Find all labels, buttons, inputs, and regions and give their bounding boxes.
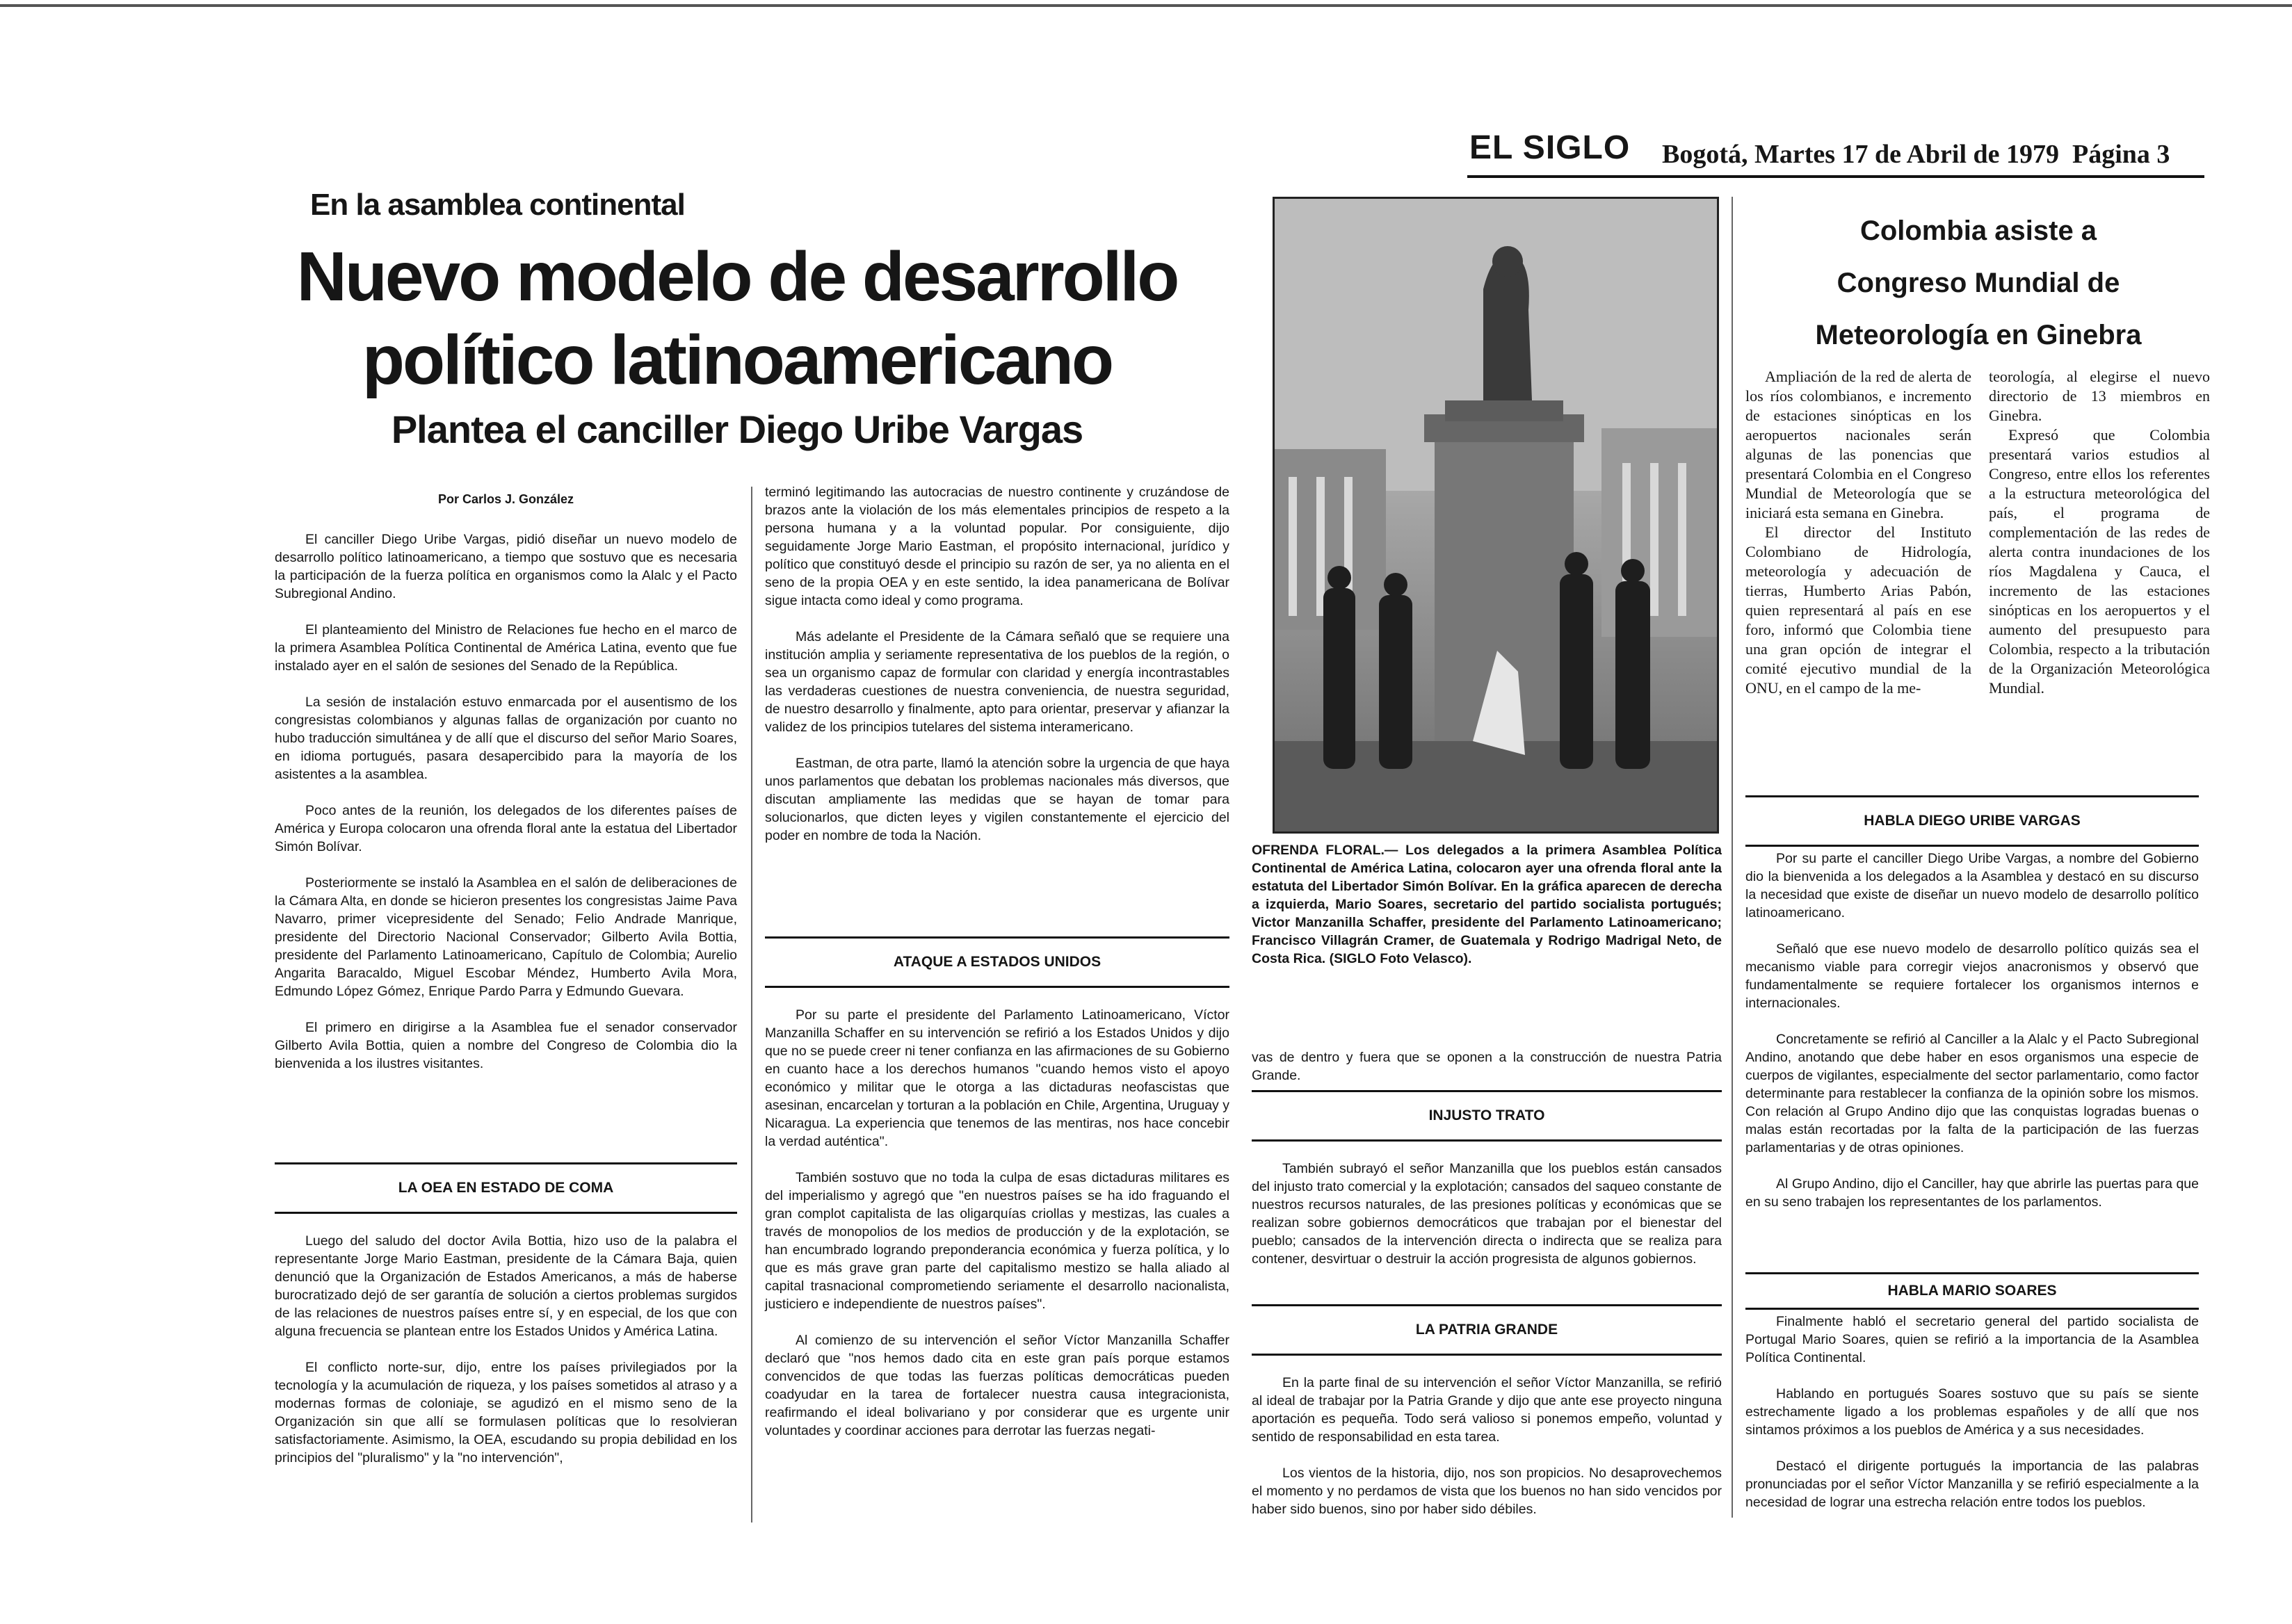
- photo-caption: OFRENDA FLORAL.— Los delegados a la primera Asamblea Política Continental de América Latina, colocaron ayer una ofrenda floral ante la estatuta del Libertador Simón Bolívar. En la gráfica aparecen de derecha a izquierda, Mario Soares, secretario del partido socialista portugués; Victor Manzanilla Schaffer, presidente del Parlamento Latinoamericano; Francisco Villagrán Cramer, de Guatemala y Rodrigo Madrigal Neto, de Costa Rica. (SIGLO Foto Velasco).: [1252, 843, 1722, 966]
- met-headline: [1752, 205, 2204, 362]
- column-1b: [275, 1232, 737, 1485]
- newspaper-masthead: EL SIGLO: [1469, 129, 1631, 166]
- paragraph: Luego del saludo del doctor Avila Bottia, hizo uso de la palabra el representante Jorge Mario Eastman, presidente de la Cámara Baja, quien denunció que la Organización de Estados Americanos, a más de haberse burocratizado dejó de ser garantía de solución a ciertos problemas surgidos de las relaciones de nuestros países entre sí, y en especial, de los que con alguna frecuencia se plantean entre los Estados Unidos y América Latina.: [275, 1233, 737, 1339]
- paragraph: Hablando en portugués Soares sostuvo que su país se siente estrechamente ligado a los problemas españoles y de allí que nos sintamos próximos a los pueblos de América y a sus necesidades.: [1745, 1386, 2199, 1438]
- paragraph: Posteriormente se instaló la Asamblea en el salón de deliberaciones de la Cámara Alta, en donde se hicieron presentes los congresistas Jaime Pava Navarro, primer vicepresidente del Senado; Felio Andrade Manrique, presidente del Directorio Nacional Conservador; Gilberto Avila Bottia, presidente del Parlamento Latinoamericano, Capítulo de Colombia; Aurelio Angarita Baracaldo, Miguel Escobar Méndez, Humberto Avila Mora, Edmundo López Gómez, Enrique Pardo Parra y Edmundo Guevara.: [275, 875, 737, 999]
- paragraph: Eastman, de otra parte, llamó la atención sobre la urgencia de que haya unos parlamentos que debatan los problemas nacionales más diversos, que discutan ampliamente las medidas que se hayan de tomar para solucionarlos, que dicten leyes y vigilen constantemente el ejercicio del poder en nombre de toda la Nación.: [765, 756, 1229, 843]
- paragraph: Por su parte el canciller Diego Uribe Vargas, a nombre del Gobierno dio la bienvenida a los delegados a la Asamblea y destacó en su discurso la necesidad que existe de diseñar un nuevo modelo de desarrollo político latinoamericano.: [1745, 851, 2199, 920]
- masthead-rule: [1467, 175, 2204, 178]
- subhead-oea: LA OEA EN ESTADO DE COMA: [275, 1162, 737, 1214]
- paragraph: También subrayó el señor Manzanilla que los pueblos están cansados del injusto trato comercial y la explotación; cansados del saqueo constante de nuestros recursos naturales, de las presiones políticas y económicas que se realizan sobre gobiernos democráticos que trabajan por el bienestar del pueblo; cansados de la intervención directa o indirecta que se realiza para contener, desvirtuar o destruir la acción progresista de algunos gobiernos.: [1252, 1161, 1722, 1267]
- paragraph: En la parte final de su intervención el señor Víctor Manzanilla, se refirió al ideal de trabajar por la Patria Grande y dijo que ante ese proyecto ninguna aportación es pequeña. Todo será valioso si ponemos empeño, voluntad y sentido de responsabilidad en esta tarea.: [1252, 1375, 1722, 1445]
- column-3b: [1252, 1160, 1722, 1286]
- paragraph: teorología, al elegirse el nuevo directorio de 13 miembros en Ginebra.: [1989, 368, 2210, 424]
- paragraph: El canciller Diego Uribe Vargas, pidió diseñar un nuevo modelo de desarrollo político latinoamericano, a tiempo que sostuvo que es necesaria la participación de la fuerza política en organismos como la Alalc y el Pacto Subregional Andino.: [275, 532, 737, 601]
- column-4b: [1745, 1313, 2199, 1529]
- column-rule: [1732, 197, 1733, 1518]
- photo-ofrenda-floral: [1273, 197, 1719, 834]
- paragraph: Concretamente se refirió al Canciller a la Alalc y el Pacto Subregional Andino, anotando que debe haber en esos organismos una especie de cuerpos de vigilantes, especialmente del sector parlamentario, como factor determinante para restablecer la confianza de la opinión sobre los mismos. Con relación al Grupo Andino dijo que las conquistas logradas buenas o malas están recortadas por la falta de la participación de las fuerzas parlamentarias y de otras opiniones.: [1745, 1032, 2199, 1155]
- paragraph: También sostuvo que no toda la culpa de esas dictaduras militares es del imperialismo y agregó que "en nuestros países se ha ido fraguando el gran complot capitalista de las oligarquías criollas y mestizas, las cuales a través de monopolios de los medios de producción y de la explotación, se han encumbrado logrando preponderancia económica y fuerza política, y lo que es más grave gran parte del capitalismo mestizo se halla aliado al capital trasnacional comprometiendo seriamente el desarrollo nacionalista, justiciero e independiente de nuestros países".: [765, 1170, 1229, 1312]
- paragraph: terminó legitimando las autocracias de nuestro continente y cruzándose de brazos ante la violación de los más elementales principios de respeto a la persona humana y a la voluntad popular. Por consiguiente, dijo seguidamente Jorge Mario Eastman, el propósito internacional, jurídico y político que constituyó desde el principio su razón de ser, ya no alienta en el seno de la propia OEA y en este sentido, la idea panamericana de Bolívar sigue intacta como ideal y como programa.: [765, 485, 1229, 608]
- paragraph: Poco antes de la reunión, los delegados de los diferentes países de América y Europa colocaron una ofrenda floral ante la estatua del Libertador Simón Bolívar.: [275, 803, 737, 854]
- headline: [278, 235, 1196, 402]
- met-column-b: [1989, 367, 2210, 698]
- paragraph: Señaló que ese nuevo modelo de desarrollo político quizás sea el mecanismo viable para corregir viejos anacronismos y observó que fundamentalmente se requiere fortalecer los organismos internos e internacionales.: [1745, 941, 2199, 1011]
- paragraph: Finalmente habló el secretario general del partido socialista de Portugal Mario Soares, quien se refirió a la importancia de la Asamblea Política Continental.: [1745, 1314, 2199, 1365]
- column-2b: [765, 1006, 1229, 1458]
- paragraph: El planteamiento del Ministro de Relaciones fue hecho en el marco de la primera Asamblea Política Continental de América Latina, evento que fue instalado ayer en el salón de sesiones del Senado de la República.: [275, 622, 737, 674]
- kicker: En la asamblea continental: [310, 188, 685, 222]
- headline-line-2: político latinoamericano: [362, 321, 1113, 399]
- paragraph: El director del Instituto Colombiano de Hidrología, meteorología y adecuación de tierras, Humberto Arias Pabón, quien representará al país en ese foro, informó que Colombia tiene una gran opción de integrar el comité ejecutivo mundial de la ONU, en el campo de la me-: [1745, 523, 1971, 697]
- column-4: [1745, 850, 2199, 1229]
- column-rule: [751, 487, 752, 1522]
- paragraph: El primero en dirigirse a la Asamblea fue el senador conservador Gilberto Avila Bottia, quien a nombre del Congreso de Colombia dio la bienvenida a los ilustres visitantes.: [275, 1020, 737, 1071]
- headline-line-1: Nuevo modelo de desarrollo: [296, 238, 1178, 316]
- paragraph: Destacó el dirigente portugués la importancia de las palabras pronunciadas por el señor Víctor Manzanilla y se refirió especialmente a la necesidad de lograr una estrecha relación entre todos los pueblos.: [1745, 1459, 2199, 1510]
- subhead-ataque: ATAQUE A ESTADOS UNIDOS: [765, 936, 1229, 988]
- paragraph: La sesión de instalación estuvo enmarcada por el ausentismo de los congresistas colombianos y algunas fallas de organización por cuanto no hubo traducción simultánea y de allí que el discurso del señor Mario Soares, en idioma portugués, pasara desapercibido para la mayoría de los asistentes a la asamblea.: [275, 695, 737, 782]
- met-headline-line-2: Congreso Mundial de: [1837, 268, 2120, 298]
- paragraph: Los vientos de la historia, dijo, nos son propicios. No desaprovechemos el momento y no perdamos de vista que los buenos no han sido vencidos por haber sido buenos, sino por haber sido débiles.: [1252, 1465, 1722, 1517]
- paragraph: Al comienzo de su intervención el señor Víctor Manzanilla Schaffer declaró que "nos hemos dado cita en este gran país porque estamos convencidos de que todas las fuerzas políticas democráticas pueden coadyudar en la tarea de fortalecer nuestra causa integracionista, reafirmando el ideal bolivariano y por considerar que es urgente unir voluntades y coordinar acciones para derrotar las fuerzas negati-: [765, 1333, 1229, 1438]
- paragraph: El conflicto norte-sur, dijo, entre los países privilegiados por la tecnología y la acumulación de riqueza, y los países sometidos al atraso y a modernas formas de coloniaje, se agudizó en el mismo seno de la Organización sin que allí se formulasen políticas que lo resolvieran satisfactoriamente. Asimismo, la OEA, escudando su propia debilidad en los principios del "pluralismo" y la "no intervención",: [275, 1360, 737, 1465]
- subhead-soares: HABLA MARIO SOARES: [1745, 1272, 2199, 1310]
- paragraph: vas de dentro y fuera que se oponen a la construcción de nuestra Patria Grande.: [1252, 1050, 1722, 1083]
- statue-photo-icon: [1275, 199, 1717, 831]
- met-headline-line-1: Colombia asiste a: [1859, 216, 2097, 246]
- dateline: [1662, 139, 2170, 170]
- subhead-patria: LA PATRIA GRANDE: [1252, 1304, 1722, 1356]
- subhead-injusto: INJUSTO TRATO: [1252, 1090, 1722, 1142]
- column-1: [275, 476, 737, 1091]
- date-text: Bogotá, Martes 17 de Abril de 1979: [1662, 140, 2060, 169]
- column-3c: [1252, 1374, 1722, 1536]
- met-column-a: [1745, 367, 1971, 698]
- column-2: [765, 483, 1229, 863]
- met-headline-line-3: Meteorología en Ginebra: [1815, 320, 2142, 350]
- paragraph: Expresó que Colombia presentará varios estudios al Congreso, entre ellos los referentes a la estructura meteorológica del país, el programa de complementación de las redes de alerta contra inundaciones de los ríos Magdalena y Cauca, el incremento de las estaciones sinópticas en los aeropuertos y el aumento del presupuesto para Colombia, respecto a la tributación de la Organización Meteorológica Mundial.: [1989, 426, 2210, 697]
- paragraph: Al Grupo Andino, dijo el Canciller, hay que abrirle las puertas para que en su seno trabajen los representantes de los parlamentos.: [1745, 1176, 2199, 1210]
- byline: Por Carlos J. González: [437, 492, 574, 506]
- deck: Plantea el canciller Diego Uribe Vargas: [391, 407, 1083, 451]
- paragraph: Ampliación de la red de alerta de los ríos colombianos, e incremento de estaciones sinópticas en los aeropuertos nacionales serán algunas de las ponencias que presentará Colombia en el Congreso Mundial de Meteorología que se iniciará esta semana en Ginebra.: [1745, 368, 1971, 521]
- page-number: Página 3: [2072, 140, 2170, 169]
- paragraph: Más adelante el Presidente de la Cámara señaló que se requiere una institución amplia y seriamente representativa de los pueblos de la región, o sea un organismo capaz de formular con claridad y energía incontrastables las verdaderas cuestiones de nuestra conveniencia, de nuestra seguridad, de nuestro desarrollo y finalmente, apto para orientar, preservar y afianzar la validez de los principios tutelares del sistema interamericano.: [765, 629, 1229, 735]
- subhead-uribe: HABLA DIEGO URIBE VARGAS: [1745, 795, 2199, 847]
- top-scan-edge: [0, 4, 2292, 7]
- paragraph: Por su parte el presidente del Parlamento Latinoamericano, Víctor Manzanilla Schaffer en su intervención se refirió a los Estados Unidos y dijo que no se puede creer ni tener confianza en las afirmaciones de su Gobierno en cuanto hace a los derechos humanos "cuando hemos visto el apoyo económico y militar que le otorga a las dictaduras neofascistas que asesinan, encarcelan y torturan a la población en Chile, Argentina, Uruguay y Nicaragua. La experiencia que tenemos de las mentiras, nos hace concebir la verdad auténtica".: [765, 1007, 1229, 1149]
